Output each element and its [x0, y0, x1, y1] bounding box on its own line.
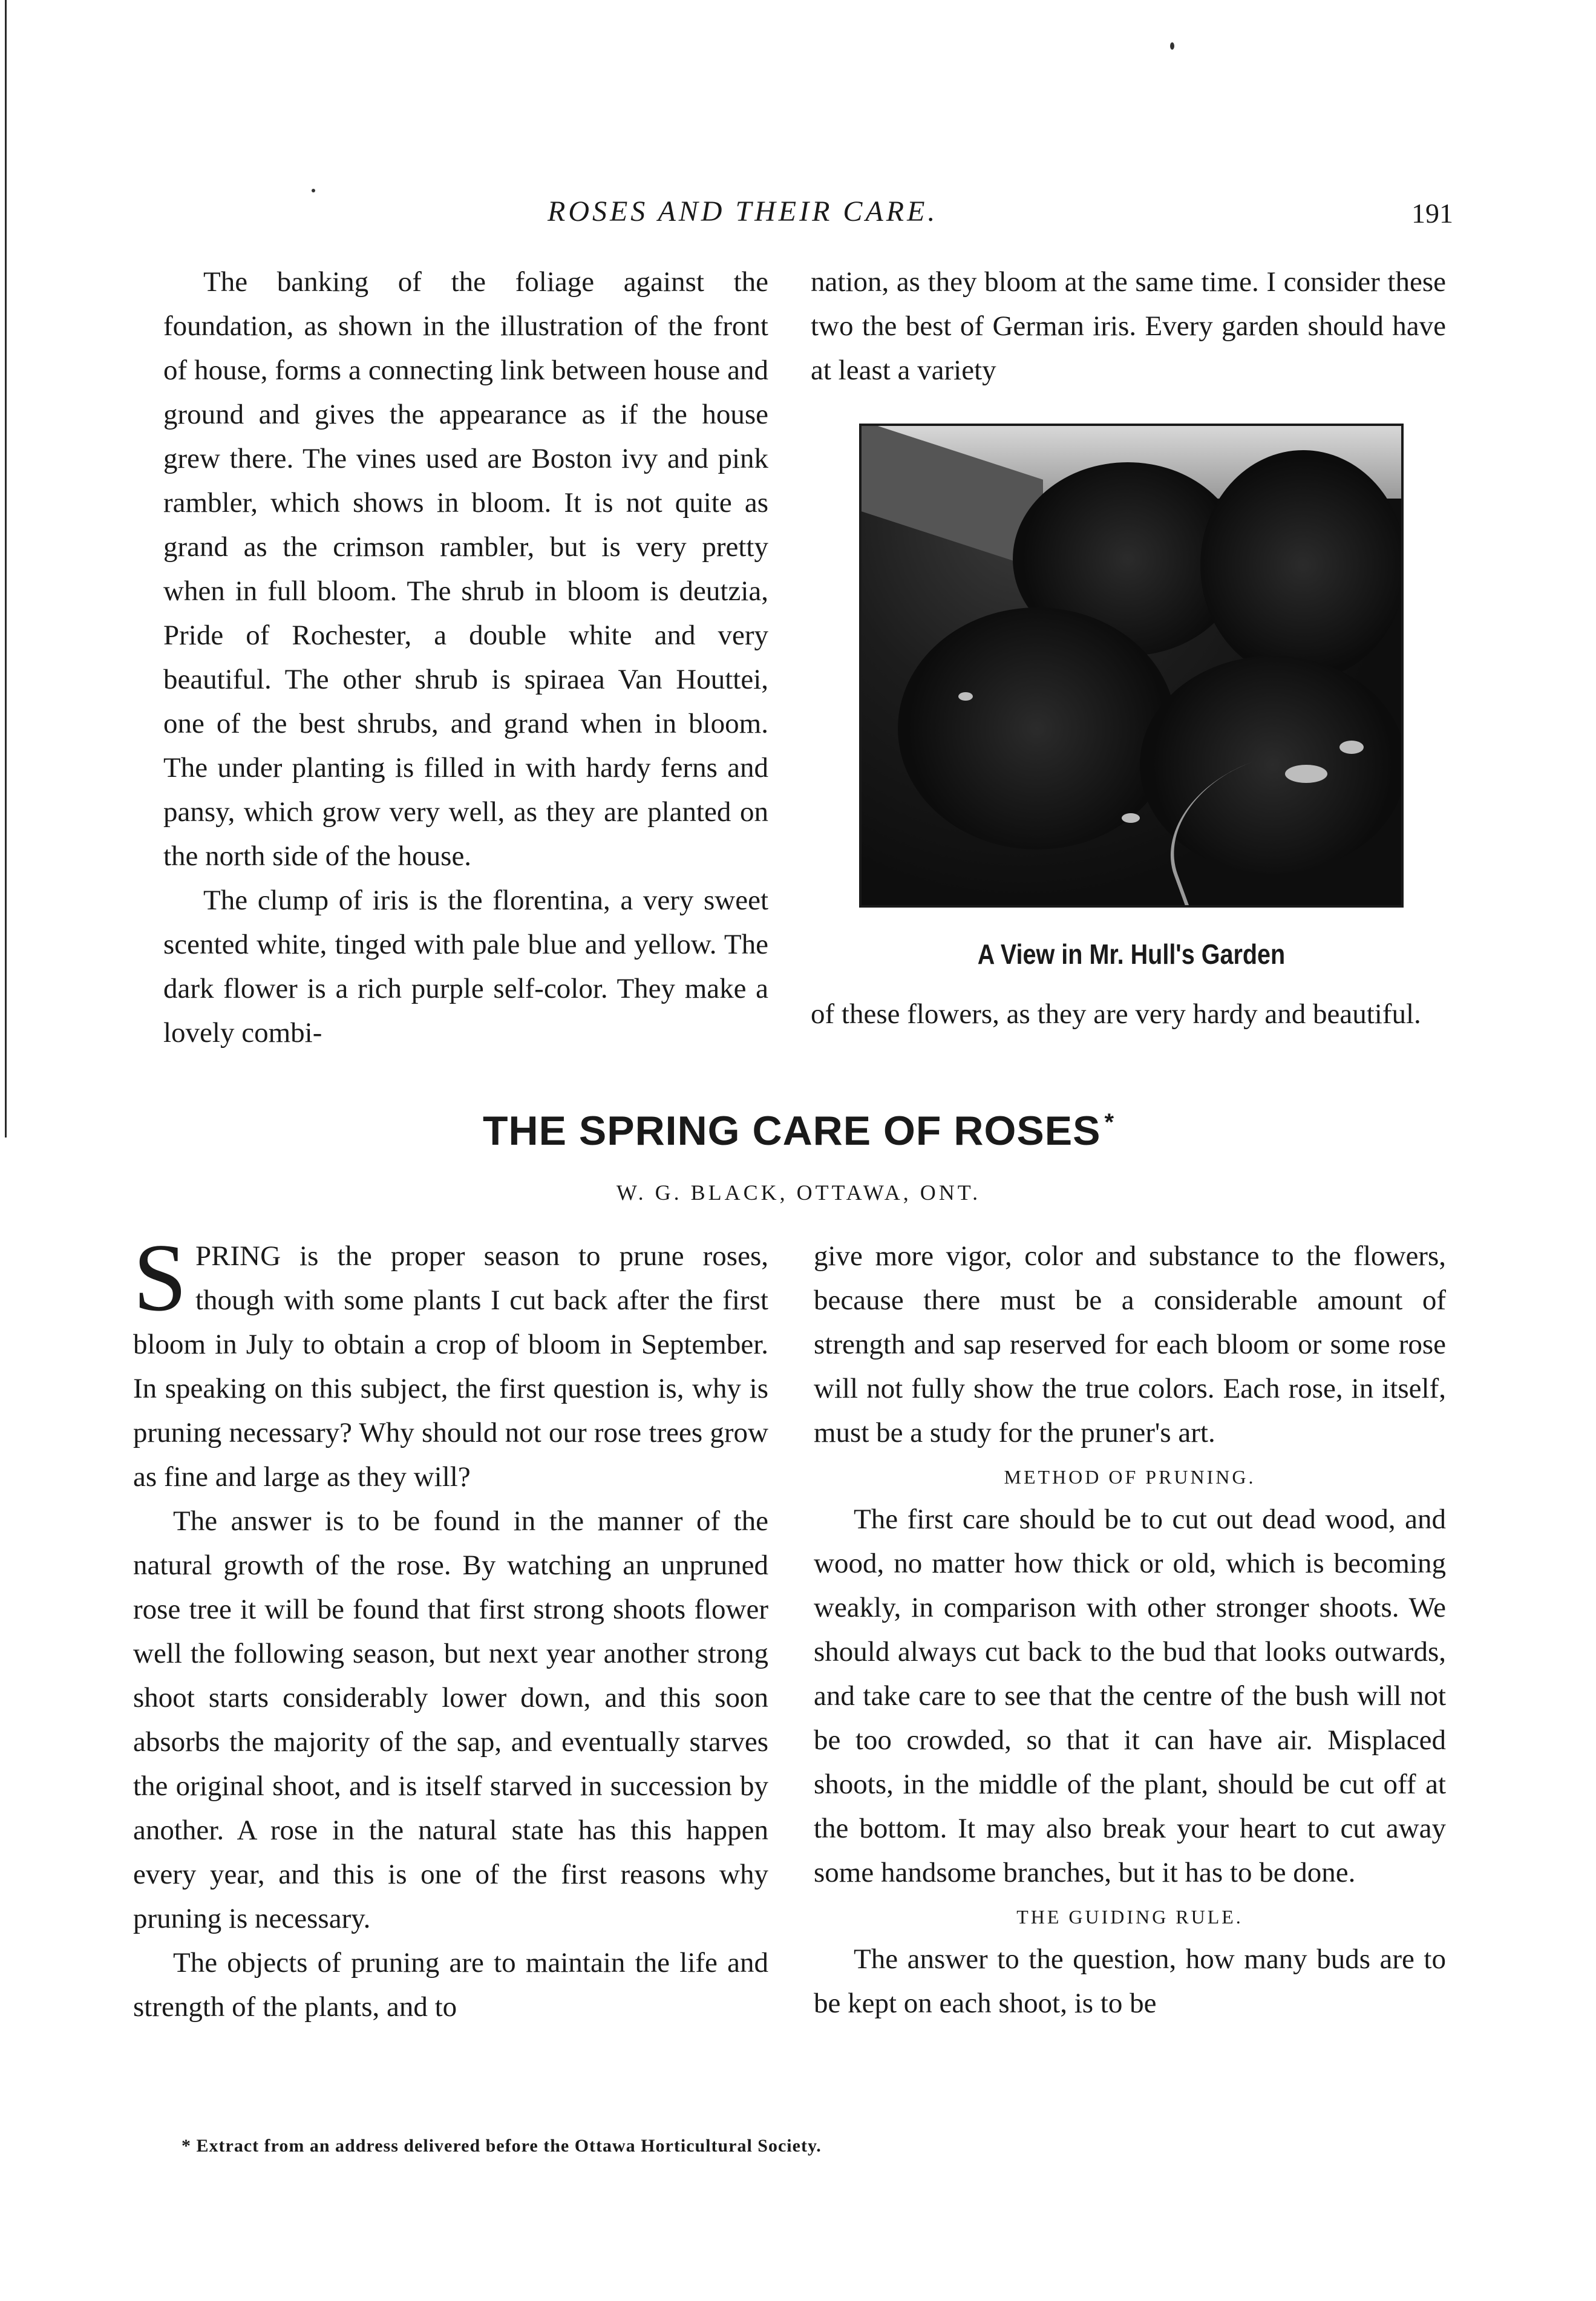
page-number: 191	[1411, 198, 1453, 229]
article-title	[327, 1107, 1271, 1154]
footnote-marker: *	[1104, 1109, 1115, 1136]
paragraph: The clump of iris is the florentina, a very sweet scented white, tinged with pale blue and yellow. The dark flower is a rich purple self-color. They make a lovely combi-	[163, 885, 768, 1049]
paragraph: The banking of the foliage against the foundation, as shown in the illustration of the front of house, forms a connecting link between house and ground and gives the appearance as if the house grew there. The vines used are Boston ivy and pink rambler, which shows in bloom. It is not quite as grand as the crimson rambler, but is very pretty when in full bloom. The shrub in bloom is deutzia, Pride of Rochester, a double white and very beautiful. The other shrub is spiraea Van Houttei, one of the best shrubs, and grand when in bloom. The under planting is filled in with hardy ferns and pansy, which grow very well, as they are planted on the north side of the house.	[163, 266, 768, 872]
top-right-column-top	[811, 260, 1446, 393]
paragraph: give more vigor, color and substance to the flowers, because there must be a considerable amount of strength and sap reserved for each bloom or some rose will not fully show the true colors. Each rose, in itself, must be a study for the pruner's art.	[814, 1240, 1446, 1448]
print-speck	[312, 189, 315, 192]
photo-caption: A View in Mr. Hull's Garden	[977, 938, 1286, 970]
garden-photo	[859, 424, 1404, 908]
top-left-column	[163, 260, 768, 1055]
photo-foliage	[1200, 450, 1404, 680]
paragraph: The answer to the question, how many buds are to be kept on each shoot, is to be	[814, 1943, 1446, 2019]
paragraph: The first care should be to cut out dead wood, and wood, no matter how thick or old, which is becoming weakly, in comparison with other stronger shoots. We should always cut back to the bud that looks outwards, and take care to see that the centre of the bush will not be too crowded, so that it can have air. Misplaced shoots, in the middle of the plant, should be cut off at the bottom. It may also break your heart to cut away some handsome branches, but it has to be done.	[814, 1504, 1446, 1888]
subheading-method: METHOD OF PRUNING.	[1004, 1466, 1256, 1488]
paragraph: SPRING is the proper season to prune roses, though with some plants I cut back after the first bloom in July to obtain a crop of bloom in September. In speaking on this subject, the first question is, why is pruning necessary? Why should not our rose trees grow as fine and large as they will?	[133, 1223, 768, 1493]
paragraph: nation, as they bloom at the same time. I consider these two the best of German iris. Every garden should have at least a variety	[811, 266, 1446, 386]
article-right-column	[814, 1234, 1446, 2026]
paragraph: of these flowers, as they are very hardy and beautiful.	[811, 998, 1421, 1030]
photo-highlight	[1122, 813, 1140, 823]
article-title-text: THE SPRING CARE OF ROSES	[482, 1108, 1101, 1154]
paragraph: The answer is to be found in the manner of the natural growth of the rose. By watching an unpruned rose tree it will be found that first strong shoots flower well the following season, but next year another strong shoot starts considerably lower down, and this soon absorbs the majority of the sap, and eventually starves the original shoot, and is itself starved in succession by another. A rose in the natural state has this happen every year, and this is one of the first reasons why pruning is necessary.	[133, 1505, 768, 1934]
photo-highlight	[958, 692, 973, 701]
article-left-column	[133, 1223, 768, 2029]
paragraph: The objects of pruning are to maintain the life and strength of the plants, and to	[133, 1947, 768, 2023]
photo-highlight	[1339, 741, 1364, 754]
top-right-column-bottom	[811, 992, 1446, 1036]
footnote: * Extract from an address delivered before the Ottawa Horticultural Society.	[182, 2136, 822, 2156]
print-speck	[1170, 42, 1174, 50]
page-edge-rule	[5, 0, 7, 1137]
running-title: ROSES AND THEIR CARE.	[548, 195, 938, 227]
subheading-rule: THE GUIDING RULE.	[1016, 1906, 1243, 1928]
article-byline: W. G. BLACK, OTTAWA, ONT.	[616, 1180, 981, 1205]
